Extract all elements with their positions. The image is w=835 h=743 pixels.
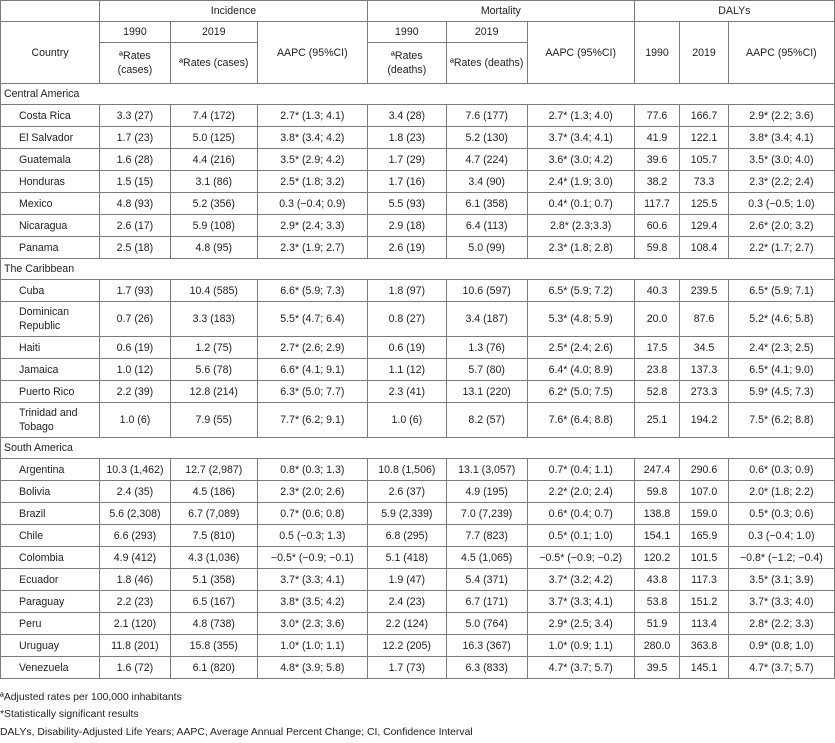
value-cell: 0.5 (−0.3; 1.3) xyxy=(257,525,367,547)
country-cell: Dominican Republic xyxy=(1,302,100,337)
value-cell: 101.5 xyxy=(680,547,729,569)
value-cell: 0.6 (19) xyxy=(367,337,446,359)
value-cell: 2.2* (1.7; 2.7) xyxy=(728,237,834,259)
table-row xyxy=(1,635,835,657)
value-cell: 4.9 (412) xyxy=(100,547,171,569)
value-cell: 51.9 xyxy=(634,613,679,635)
region-name: The Caribbean xyxy=(1,259,835,280)
value-cell: 105.7 xyxy=(680,149,729,171)
value-cell: 10.6 (597) xyxy=(446,280,527,302)
value-cell: 1.0* (0.9; 1.1) xyxy=(527,635,634,657)
value-cell: 4.9 (195) xyxy=(446,481,527,503)
value-cell: 3.7* (3.3; 4.1) xyxy=(527,591,634,613)
country-cell: Honduras xyxy=(1,171,100,193)
country-cell: Chile xyxy=(1,525,100,547)
value-cell: 5.2 (356) xyxy=(170,193,257,215)
value-cell: 6.5* (5.9; 7.2) xyxy=(527,280,634,302)
value-cell: 2.0* (1.8; 2.2) xyxy=(728,481,834,503)
value-cell: 2.5* (2.4; 2.6) xyxy=(527,337,634,359)
value-cell: 5.0 (99) xyxy=(446,237,527,259)
country-cell: Ecuador xyxy=(1,569,100,591)
value-cell: 1.0 (6) xyxy=(100,403,171,438)
value-cell: 0.3 (−0.5; 1.0) xyxy=(728,193,834,215)
value-cell: 3.8* (3.4; 4.1) xyxy=(728,127,834,149)
value-cell: 41.9 xyxy=(634,127,679,149)
value-cell: 5.5 (93) xyxy=(367,193,446,215)
value-cell: 5.4 (371) xyxy=(446,569,527,591)
value-cell: 2.6 (17) xyxy=(100,215,171,237)
value-cell: 6.3* (5.0; 7.7) xyxy=(257,381,367,403)
value-cell: 1.0 (12) xyxy=(100,359,171,381)
value-cell: 5.6 (2,308) xyxy=(100,503,171,525)
value-cell: −0.5* (−0.9; −0.1) xyxy=(257,547,367,569)
value-cell: 151.2 xyxy=(680,591,729,613)
value-cell: 2.2 (23) xyxy=(100,591,171,613)
value-cell: 7.7* (6.2; 9.1) xyxy=(257,403,367,438)
value-cell: 3.7* (3.2; 4.2) xyxy=(527,569,634,591)
table-row xyxy=(1,591,835,613)
region-name: South America xyxy=(1,438,835,459)
value-cell: 3.4 (28) xyxy=(367,105,446,127)
country-cell: Haiti xyxy=(1,337,100,359)
value-cell: 1.8 (23) xyxy=(367,127,446,149)
value-cell: 4.8 (95) xyxy=(170,237,257,259)
value-cell: 3.0* (2.3; 3.6) xyxy=(257,613,367,635)
value-cell: 4.8 (738) xyxy=(170,613,257,635)
value-cell: 7.5 (810) xyxy=(170,525,257,547)
header-dalys-1990: 1990 xyxy=(634,22,679,84)
value-cell: 39.5 xyxy=(634,657,679,679)
value-cell: 3.8* (3.5; 4.2) xyxy=(257,591,367,613)
value-cell: 166.7 xyxy=(680,105,729,127)
table-row xyxy=(1,105,835,127)
value-cell: 2.9* (2.4; 3.3) xyxy=(257,215,367,237)
value-cell: 122.1 xyxy=(680,127,729,149)
value-cell: 0.3 (−0.4; 1.0) xyxy=(728,525,834,547)
value-cell: 6.1 (358) xyxy=(446,193,527,215)
table-body xyxy=(1,84,835,679)
value-cell: 6.2* (5.0; 7.5) xyxy=(527,381,634,403)
region-row xyxy=(1,259,835,280)
value-cell: 2.4* (2.3; 2.5) xyxy=(728,337,834,359)
country-cell: Bolivia xyxy=(1,481,100,503)
value-cell: 59.8 xyxy=(634,481,679,503)
value-cell: 0.3 (−0.4; 0.9) xyxy=(257,193,367,215)
value-cell: 113.4 xyxy=(680,613,729,635)
value-cell: 239.5 xyxy=(680,280,729,302)
table-row xyxy=(1,613,835,635)
value-cell: 39.6 xyxy=(634,149,679,171)
value-cell: 145.1 xyxy=(680,657,729,679)
value-cell: 34.5 xyxy=(680,337,729,359)
value-cell: 0.8 (27) xyxy=(367,302,446,337)
value-cell: 137.3 xyxy=(680,359,729,381)
table-row xyxy=(1,127,835,149)
value-cell: 2.6 (19) xyxy=(367,237,446,259)
value-cell: 108.4 xyxy=(680,237,729,259)
value-cell: 1.8 (97) xyxy=(367,280,446,302)
value-cell: 3.1 (86) xyxy=(170,171,257,193)
value-cell: 3.3 (27) xyxy=(100,105,171,127)
header-incidence-2019: 2019 xyxy=(170,22,257,43)
value-cell: 60.6 xyxy=(634,215,679,237)
table-row xyxy=(1,215,835,237)
value-cell: 117.3 xyxy=(680,569,729,591)
value-cell: 2.6 (37) xyxy=(367,481,446,503)
value-cell: 11.8 (201) xyxy=(100,635,171,657)
region-row xyxy=(1,84,835,105)
table-row xyxy=(1,359,835,381)
country-cell: Paraguay xyxy=(1,591,100,613)
value-cell: 38.2 xyxy=(634,171,679,193)
value-cell: 1.1 (12) xyxy=(367,359,446,381)
value-cell: −0.8* (−1.2; −0.4) xyxy=(728,547,834,569)
table-row xyxy=(1,149,835,171)
value-cell: 7.6 (177) xyxy=(446,105,527,127)
header-mortality-1990: 1990 xyxy=(367,22,446,43)
value-cell: 0.5* (0.1; 1.0) xyxy=(527,525,634,547)
value-cell: 52.8 xyxy=(634,381,679,403)
header-incidence-1990: 1990 xyxy=(100,22,171,43)
value-cell: 5.9 (108) xyxy=(170,215,257,237)
value-cell: 2.2* (2.0; 2.4) xyxy=(527,481,634,503)
value-cell: 273.3 xyxy=(680,381,729,403)
value-cell: 1.6 (72) xyxy=(100,657,171,679)
value-cell: 138.8 xyxy=(634,503,679,525)
header-incidence: Incidence xyxy=(100,1,368,22)
header-mortality-rates-1990: ªRates (deaths) xyxy=(367,43,446,84)
value-cell: 0.4* (0.1; 0.7) xyxy=(527,193,634,215)
value-cell: 1.9 (47) xyxy=(367,569,446,591)
value-cell: 6.8 (295) xyxy=(367,525,446,547)
value-cell: 7.9 (55) xyxy=(170,403,257,438)
value-cell: 1.0 (6) xyxy=(367,403,446,438)
value-cell: 2.9* (2.2; 3.6) xyxy=(728,105,834,127)
table-row xyxy=(1,503,835,525)
value-cell: 129.4 xyxy=(680,215,729,237)
value-cell: 2.2 (39) xyxy=(100,381,171,403)
value-cell: 2.3* (1.9; 2.7) xyxy=(257,237,367,259)
value-cell: 2.4 (23) xyxy=(367,591,446,613)
value-cell: 6.1 (820) xyxy=(170,657,257,679)
value-cell: 40.3 xyxy=(634,280,679,302)
value-cell: 3.4 (187) xyxy=(446,302,527,337)
value-cell: 10.4 (585) xyxy=(170,280,257,302)
value-cell: 1.0* (1.0; 1.1) xyxy=(257,635,367,657)
value-cell: 0.9* (0.8; 1.0) xyxy=(728,635,834,657)
value-cell: 6.4 (113) xyxy=(446,215,527,237)
value-cell: 4.3 (1,036) xyxy=(170,547,257,569)
value-cell: 1.7 (93) xyxy=(100,280,171,302)
value-cell: 5.6 (78) xyxy=(170,359,257,381)
table-row xyxy=(1,403,835,438)
value-cell: 5.0 (764) xyxy=(446,613,527,635)
table-row xyxy=(1,237,835,259)
value-cell: 6.6* (5.9; 7.3) xyxy=(257,280,367,302)
value-cell: 2.9* (2.5; 3.4) xyxy=(527,613,634,635)
header-incidence-rates-1990: ªRates (cases) xyxy=(100,43,171,84)
value-cell: 1.8 (46) xyxy=(100,569,171,591)
value-cell: 3.8* (3.4; 4.2) xyxy=(257,127,367,149)
value-cell: 4.5 (1,065) xyxy=(446,547,527,569)
country-cell: Panama xyxy=(1,237,100,259)
value-cell: 363.8 xyxy=(680,635,729,657)
value-cell: 10.8 (1,506) xyxy=(367,459,446,481)
value-cell: 5.1 (358) xyxy=(170,569,257,591)
value-cell: 43.8 xyxy=(634,569,679,591)
value-cell: 3.5* (3.1; 3.9) xyxy=(728,569,834,591)
value-cell: 0.5* (0.3; 0.6) xyxy=(728,503,834,525)
value-cell: 3.7* (3.3; 4.0) xyxy=(728,591,834,613)
value-cell: 159.0 xyxy=(680,503,729,525)
table-row xyxy=(1,525,835,547)
value-cell: 0.8* (0.3; 1.3) xyxy=(257,459,367,481)
value-cell: 73.3 xyxy=(680,171,729,193)
empty-header-cell xyxy=(1,1,100,22)
value-cell: 154.1 xyxy=(634,525,679,547)
value-cell: 13.1 (220) xyxy=(446,381,527,403)
header-incidence-aapc: AAPC (95%CI) xyxy=(257,22,367,84)
value-cell: 125.5 xyxy=(680,193,729,215)
value-cell: 2.4* (1.9; 3.0) xyxy=(527,171,634,193)
value-cell: 107.0 xyxy=(680,481,729,503)
country-cell: Uruguay xyxy=(1,635,100,657)
country-cell: Colombia xyxy=(1,547,100,569)
value-cell: 3.7* (3.4; 4.1) xyxy=(527,127,634,149)
header-dalys-aapc: AAPC (95%CI) xyxy=(728,22,834,84)
value-cell: 12.2 (205) xyxy=(367,635,446,657)
value-cell: 4.8* (3.9; 5.8) xyxy=(257,657,367,679)
value-cell: 20.0 xyxy=(634,302,679,337)
value-cell: 87.6 xyxy=(680,302,729,337)
value-cell: 17.5 xyxy=(634,337,679,359)
value-cell: 247.4 xyxy=(634,459,679,481)
value-cell: 2.2 (124) xyxy=(367,613,446,635)
value-cell: 2.7* (2.6; 2.9) xyxy=(257,337,367,359)
value-cell: 290.6 xyxy=(680,459,729,481)
value-cell: 1.5 (15) xyxy=(100,171,171,193)
value-cell: 53.8 xyxy=(634,591,679,613)
value-cell: 15.8 (355) xyxy=(170,635,257,657)
value-cell: 6.5 (167) xyxy=(170,591,257,613)
value-cell: 2.6* (2.0; 3.2) xyxy=(728,215,834,237)
table-row xyxy=(1,193,835,215)
value-cell: 6.7 (7,089) xyxy=(170,503,257,525)
country-cell: El Salvador xyxy=(1,127,100,149)
value-cell: 3.6* (3.0; 4.2) xyxy=(527,149,634,171)
value-cell: 2.3* (2.2; 2.4) xyxy=(728,171,834,193)
country-cell: Costa Rica xyxy=(1,105,100,127)
table-row xyxy=(1,569,835,591)
table-row xyxy=(1,657,835,679)
footnote-abbreviations: DALYs, Disability-Adjusted Life Years; AAPC, Average Annual Percent Change; CI, Confidence Interval xyxy=(0,727,473,738)
table-row xyxy=(1,280,835,302)
value-cell: 5.2 (130) xyxy=(446,127,527,149)
table-row xyxy=(1,481,835,503)
header-country: Country xyxy=(1,22,100,84)
value-cell: 5.7 (80) xyxy=(446,359,527,381)
value-cell: 2.7* (1.3; 4.1) xyxy=(257,105,367,127)
value-cell: 6.3 (833) xyxy=(446,657,527,679)
region-row xyxy=(1,438,835,459)
country-cell: Peru xyxy=(1,613,100,635)
value-cell: 4.7* (3.7; 5.7) xyxy=(728,657,834,679)
value-cell: 165.9 xyxy=(680,525,729,547)
value-cell: 59.8 xyxy=(634,237,679,259)
value-cell: 2.1 (120) xyxy=(100,613,171,635)
value-cell: 10.3 (1,462) xyxy=(100,459,171,481)
value-cell: 7.7 (823) xyxy=(446,525,527,547)
value-cell: 2.9 (18) xyxy=(367,215,446,237)
value-cell: 194.2 xyxy=(680,403,729,438)
value-cell: 0.6* (0.3; 0.9) xyxy=(728,459,834,481)
value-cell: 2.3 (41) xyxy=(367,381,446,403)
table-row xyxy=(1,547,835,569)
value-cell: 12.8 (214) xyxy=(170,381,257,403)
value-cell: 0.6 (19) xyxy=(100,337,171,359)
value-cell: 2.5 (18) xyxy=(100,237,171,259)
value-cell: 6.7 (171) xyxy=(446,591,527,613)
value-cell: 2.5* (1.8; 3.2) xyxy=(257,171,367,193)
country-cell: Mexico xyxy=(1,193,100,215)
value-cell: 3.5* (2.9; 4.2) xyxy=(257,149,367,171)
header-dalys-2019: 2019 xyxy=(680,22,729,84)
value-cell: 6.4* (4.0; 8.9) xyxy=(527,359,634,381)
value-cell: 2.3* (1.8; 2.8) xyxy=(527,237,634,259)
country-cell: Brazil xyxy=(1,503,100,525)
country-cell: Puerto Rico xyxy=(1,381,100,403)
value-cell: 0.7* (0.6; 0.8) xyxy=(257,503,367,525)
value-cell: 120.2 xyxy=(634,547,679,569)
value-cell: 5.2* (4.6; 5.8) xyxy=(728,302,834,337)
value-cell: 0.6* (0.4; 0.7) xyxy=(527,503,634,525)
value-cell: 16.3 (367) xyxy=(446,635,527,657)
header-mortality-2019: 2019 xyxy=(446,22,527,43)
value-cell: 6.6 (293) xyxy=(100,525,171,547)
value-cell: 5.1 (418) xyxy=(367,547,446,569)
table-row xyxy=(1,459,835,481)
value-cell: 0.7* (0.4; 1.1) xyxy=(527,459,634,481)
value-cell: 5.0 (125) xyxy=(170,127,257,149)
value-cell: 4.4 (216) xyxy=(170,149,257,171)
region-name: Central America xyxy=(1,84,835,105)
value-cell: 12.7 (2,987) xyxy=(170,459,257,481)
value-cell: 6.6* (4.1; 9.1) xyxy=(257,359,367,381)
value-cell: 1.7 (16) xyxy=(367,171,446,193)
value-cell: 5.9 (2,339) xyxy=(367,503,446,525)
value-cell: 8.2 (57) xyxy=(446,403,527,438)
value-cell: 117.7 xyxy=(634,193,679,215)
value-cell: 2.7* (1.3; 4.0) xyxy=(527,105,634,127)
footnote-significance: *Statistically significant results xyxy=(0,709,139,720)
value-cell: 1.7 (73) xyxy=(367,657,446,679)
value-cell: 3.7* (3.3; 4.1) xyxy=(257,569,367,591)
value-cell: 77.6 xyxy=(634,105,679,127)
value-cell: 5.9* (4.5; 7.3) xyxy=(728,381,834,403)
value-cell: 6.5* (5.9; 7.1) xyxy=(728,280,834,302)
value-cell: 3.3 (183) xyxy=(170,302,257,337)
country-cell: Nicaragua xyxy=(1,215,100,237)
header-mortality-rates-2019: ªRates (deaths) xyxy=(446,43,527,84)
value-cell: −0.5* (−0.9; −0.2) xyxy=(527,547,634,569)
footnote-adjusted-rates: ªAdjusted rates per 100,000 inhabitants xyxy=(0,692,182,703)
table-row xyxy=(1,302,835,337)
value-cell: 1.2 (75) xyxy=(170,337,257,359)
value-cell: 6.5* (4.1; 9.0) xyxy=(728,359,834,381)
table-row xyxy=(1,337,835,359)
value-cell: 23.8 xyxy=(634,359,679,381)
value-cell: 1.3 (76) xyxy=(446,337,527,359)
country-cell: Venezuela xyxy=(1,657,100,679)
value-cell: 7.5* (6.2; 8.8) xyxy=(728,403,834,438)
value-cell: 1.6 (28) xyxy=(100,149,171,171)
value-cell: 5.5* (4.7; 6.4) xyxy=(257,302,367,337)
value-cell: 7.6* (6.4; 8.8) xyxy=(527,403,634,438)
value-cell: 280.0 xyxy=(634,635,679,657)
value-cell: 7.0 (7,239) xyxy=(446,503,527,525)
value-cell: 2.4 (35) xyxy=(100,481,171,503)
header-incidence-rates-2019: ªRates (cases) xyxy=(170,43,257,84)
value-cell: 3.5* (3.0; 4.0) xyxy=(728,149,834,171)
country-cell: Guatemala xyxy=(1,149,100,171)
table-row xyxy=(1,171,835,193)
value-cell: 0.7 (26) xyxy=(100,302,171,337)
value-cell: 13.1 (3,057) xyxy=(446,459,527,481)
value-cell: 3.4 (90) xyxy=(446,171,527,193)
value-cell: 1.7 (23) xyxy=(100,127,171,149)
country-cell: Jamaica xyxy=(1,359,100,381)
value-cell: 2.8* (2.2; 3.3) xyxy=(728,613,834,635)
country-cell: Trinidad and Tobago xyxy=(1,403,100,438)
value-cell: 5.3* (4.8; 5.9) xyxy=(527,302,634,337)
header-dalys: DALYs xyxy=(634,1,834,22)
value-cell: 4.7 (224) xyxy=(446,149,527,171)
value-cell: 7.4 (172) xyxy=(170,105,257,127)
table-row xyxy=(1,381,835,403)
header-mortality-aapc: AAPC (95%CI) xyxy=(527,22,634,84)
value-cell: 4.8 (93) xyxy=(100,193,171,215)
value-cell: 2.3* (2.0; 2.6) xyxy=(257,481,367,503)
value-cell: 4.5 (186) xyxy=(170,481,257,503)
value-cell: 25.1 xyxy=(634,403,679,438)
value-cell: 1.7 (29) xyxy=(367,149,446,171)
country-cell: Cuba xyxy=(1,280,100,302)
header-mortality: Mortality xyxy=(367,1,634,22)
value-cell: 2.8* (2.3;3.3) xyxy=(527,215,634,237)
value-cell: 4.7* (3.7; 5.7) xyxy=(527,657,634,679)
country-cell: Argentina xyxy=(1,459,100,481)
